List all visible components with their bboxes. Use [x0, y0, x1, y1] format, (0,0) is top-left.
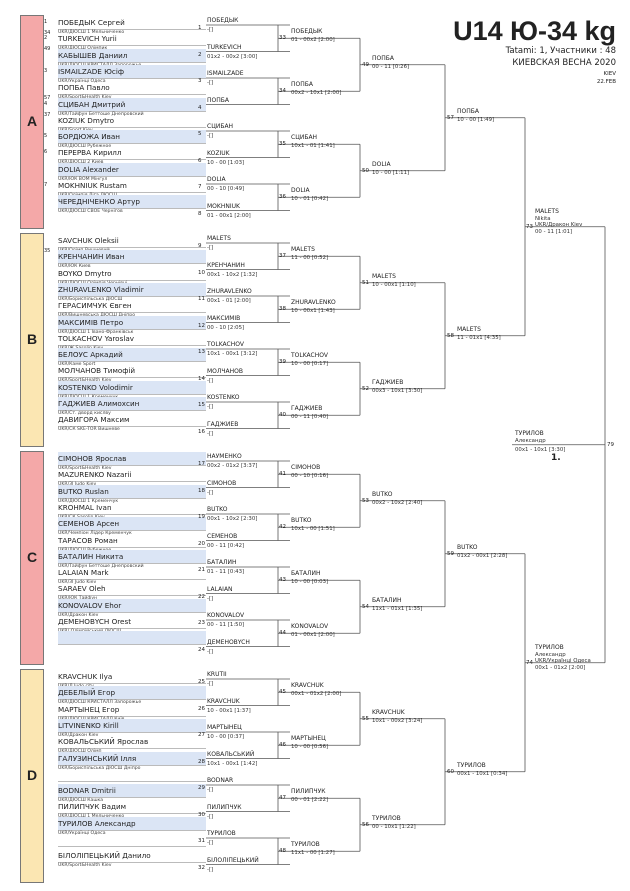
athlete-name: MOKHNIUK Rustam — [58, 179, 206, 193]
round2-winner: ПОБЕДЫК — [291, 28, 323, 36]
match-number: 42 — [279, 524, 286, 531]
round1-score: -[] — [207, 595, 214, 602]
match-number: 37 — [279, 253, 286, 260]
round1-score: 00х1 - 10х2 [1:32] — [207, 271, 258, 278]
athlete-name: BUTKO Ruslan — [58, 485, 206, 499]
round2-winner: KRAVCHUK — [291, 682, 324, 690]
athlete-name: KONOVALOV Ehor — [58, 599, 206, 613]
slot-number: 16 — [198, 428, 205, 435]
round1-name: ZHURAVLENKO — [207, 288, 252, 295]
slot-number: 21 — [198, 567, 205, 573]
slot-number: 10 — [198, 269, 205, 276]
athlete-position: 57 — [44, 95, 51, 102]
round1-name: BODNAR — [207, 777, 234, 784]
champion-first-name: Александр — [515, 437, 546, 444]
round1-score: -[] — [207, 377, 214, 384]
round3-winner: BUTKO — [372, 490, 393, 498]
slot-number: 12 — [198, 322, 205, 329]
round1-name: МАРТЫНЕЦ — [207, 724, 242, 731]
champion-place: 1. — [551, 452, 561, 463]
round4-score: 11 - 01х1 [4:35] — [457, 334, 501, 341]
round3-winner: ТУРИЛОВ — [372, 814, 401, 822]
round1-name: DOLIA — [207, 176, 226, 183]
round2-score: 10 - 00 [0:17] — [291, 361, 329, 368]
round2-winner: DOLIA — [291, 187, 310, 195]
slot-number: 31 — [198, 838, 205, 844]
round3-score: 00х2 - 10х2 [2:40] — [372, 499, 423, 506]
round1-score: 10 - 00 [1:03] — [207, 159, 245, 166]
round2-winner: ПИЛИПЧУК — [291, 788, 326, 796]
round1-score: -[] — [207, 245, 214, 251]
athlete-name: SAVCHUK Oleksii — [58, 234, 206, 248]
athlete-position: 49 — [44, 46, 51, 53]
pool-label: C — [26, 549, 38, 565]
match-number: 56 — [362, 821, 369, 828]
round2-winner: BUTKO — [291, 517, 312, 525]
round2-score: 10х1 - 01 [1:41] — [291, 143, 335, 150]
round1-score: 00 - 10 [0:49] — [207, 186, 245, 192]
round1-name: БАТАЛИН — [207, 559, 237, 566]
event-date: 22.FEB — [596, 79, 616, 85]
athlete-row[interactable] — [44, 413, 206, 435]
round1-name: МАКСИМІВ — [207, 314, 241, 322]
athlete-club: UKR/Бориспільська ДЮСШ — [58, 296, 123, 302]
athlete-name: БЕЛОУС Аркадий — [58, 348, 206, 362]
round2-score: 00 - 11 [0:40] — [291, 414, 329, 421]
match-number: 44 — [279, 630, 286, 637]
semi-winner: MALETS — [535, 207, 559, 215]
slot-number: 22 — [198, 593, 205, 600]
slot-number: 30 — [198, 811, 205, 818]
page-title: U14 Ю-34 kg — [453, 16, 616, 46]
round3-winner: БАТАЛИН — [372, 596, 402, 604]
round3-winner: DOLIA — [372, 160, 391, 168]
round1-name: КРЕНЧАНИН — [207, 261, 245, 269]
athlete-club: UKR/ДЮСШ 1 Кременчук — [58, 498, 119, 504]
round2-winner: KONOVALOV — [291, 623, 329, 631]
athlete-club: UKR/ДЮСШ СВОЕ Чернігов — [58, 209, 123, 215]
slot-number: 29 — [198, 785, 205, 791]
round4-score: 10 - 00 [1:49] — [457, 116, 495, 123]
athlete-club: UKR/Чемпіон Лідер Кременчук — [58, 531, 132, 537]
match-number: 33 — [279, 35, 286, 42]
semi-score: 00х1 - 01х2 [2:00] — [535, 664, 586, 671]
slot-number: 15 — [198, 402, 205, 408]
round1-score: 01 - 11 [0:43] — [207, 569, 245, 575]
round1-name: ГАДЖИЕВ — [207, 420, 239, 428]
round1-score: 10 - 00 [0:37] — [207, 734, 245, 740]
champion-name: ТУРИЛОВ — [515, 429, 544, 437]
athlete-seed: 7 — [44, 182, 48, 189]
athlete-name: BODNAR Dmitrii — [58, 784, 206, 798]
round1-name: ТУРИЛОВ — [207, 830, 236, 837]
round1-name: CIMOHOB — [207, 479, 237, 487]
event-name: КИЕВСКАЯ ВЕСНА 2020 — [512, 58, 616, 68]
athlete-club: UKR/ДЮСШ Рубежное — [58, 144, 112, 150]
athlete-name: КОВАЛЬСЬКИЙ Ярослав — [58, 735, 206, 749]
round1-name: СЕМЕНОВ — [207, 532, 238, 540]
round2-winner: MALETS — [291, 246, 315, 254]
semi-score: 00 - 11 [1:01] — [535, 228, 573, 235]
match-number: 55 — [362, 715, 369, 722]
match-number: 34 — [279, 88, 286, 95]
match-number: 39 — [279, 359, 286, 366]
round3-winner: ГАДЖИЕВ — [372, 378, 404, 386]
slot-number: 28 — [198, 758, 205, 765]
round1-score: 10х1 - 00х1 [3:12] — [207, 351, 258, 357]
athlete-name: KROHMAL Ivan — [58, 501, 206, 515]
round1-score: 10 - 00х1 [1:37] — [207, 707, 251, 714]
athlete-name: KOSTENKO Volodimir — [58, 381, 206, 395]
athlete-name: ГАДЖИЕВ Алимохсин — [58, 397, 206, 411]
round1-name: BUTKO — [207, 506, 228, 513]
round2-score: 01 - 00х1 [2:00] — [291, 632, 335, 639]
athlete-name: BOYKO Dmytro — [58, 267, 206, 281]
slot-number: 11 — [198, 296, 205, 302]
athlete-name: ZHURAVLENKO Vladimir — [58, 283, 206, 297]
match-number: 49 — [362, 61, 369, 68]
athlete-club: UKR/Українці Одеса — [58, 78, 106, 84]
round1-score: 00 - 11 [0:42] — [207, 542, 245, 549]
round1-score: 01 - 00х1 [2:00] — [207, 212, 251, 219]
athlete-seed: 3 — [44, 67, 48, 74]
round1-name: ДЕМЕНОВYCH — [207, 638, 250, 646]
round4-winner: ПОПБА — [457, 107, 479, 115]
round1-score: 10х1 - 00х1 [1:42] — [207, 760, 258, 767]
round1-score: 00х2 - 01х2 [3:37] — [207, 463, 258, 469]
slot-number: 18 — [198, 487, 205, 494]
round4-score: 00х1 - 10х1 [0:34] — [457, 770, 508, 777]
athlete-name: КРЕНЧАНИН Иван — [58, 250, 206, 264]
round2-score: 11х1 - 00 [1:27] — [291, 850, 335, 857]
athlete-club: UKR/ЮК ВОМ Miнгул — [58, 176, 108, 182]
round3-score: 00 - 10х1 [1:22] — [372, 823, 416, 830]
slot-number: 8 — [198, 210, 202, 217]
athlete-name: SARAEV Oleh — [58, 582, 206, 596]
slot-number: 27 — [198, 732, 205, 738]
athlete-name: ПИЛИПЧУК Вадим — [58, 800, 206, 814]
round2-score: 00 - 10 [0:16] — [291, 473, 329, 480]
final-score: 00х1 - 10х1 [3:30] — [515, 446, 566, 453]
round2-score: 00х2 - 10х1 [2:00] — [291, 90, 342, 97]
round1-score: -[] — [207, 840, 214, 846]
slot-number: 32 — [198, 864, 205, 871]
slot-number: 25 — [198, 679, 205, 685]
athlete-row[interactable] — [44, 195, 206, 217]
round4-winner: BUTKO — [457, 543, 478, 551]
round1-name: TURKEVICH — [207, 43, 242, 51]
athlete-name — [58, 631, 206, 645]
slot-number: 20 — [198, 540, 205, 547]
match-number: 35 — [279, 141, 286, 148]
athlete-name: ПЕРЕРВА Кирилл — [58, 146, 206, 160]
round1-score: 00х1 - 01 [2:00] — [207, 298, 251, 304]
athlete-name — [58, 768, 206, 782]
round1-score: -[] — [207, 681, 214, 687]
slot-number: 3 — [198, 78, 202, 84]
round1-name: ПОПБА — [207, 96, 229, 104]
round2-score: 10 - 00 [0:03] — [291, 579, 329, 586]
round2-winner: ПОПБА — [291, 81, 313, 89]
round1-name: MALETS — [207, 235, 231, 242]
athlete-name: MAPTЫHEЦ Егор — [58, 703, 206, 717]
athlete-seed: 6 — [44, 149, 48, 156]
athlete-club: UKR/Тайфун Беттоше Днепровский — [58, 111, 144, 117]
round1-name: ПОБЕДЫК — [207, 17, 239, 24]
slot-number: 6 — [198, 157, 202, 164]
semi-club: UKR/Українці Одеса — [535, 657, 591, 664]
slot-number: 14 — [198, 375, 205, 382]
athlete-club: UKR/Sport&Health Kiev — [58, 863, 112, 869]
round1-name: KOZIUK — [207, 149, 230, 157]
match-number: 41 — [279, 471, 286, 478]
athlete-name: LALAIAN Mark — [58, 566, 206, 580]
match-number: 53 — [362, 497, 369, 504]
pool-label: A — [26, 113, 38, 129]
athlete-club: UKR/ДЮСШ 1 Мельниченко — [58, 30, 125, 35]
round1-name: КОВАЛЬСЬКИЙ — [207, 750, 255, 758]
pool-a — [20, 15, 44, 229]
round2-score: 10 - 00 [0:56] — [291, 744, 329, 751]
slot-number: 9 — [198, 243, 202, 249]
athlete-club: UKR/ДЮСШ КРИСТАЛЛ Запорожье — [58, 700, 142, 706]
athlete-name: ДЕБЕЛЬІЙ Егор — [58, 686, 206, 700]
round1-name: TOLKACHOV — [207, 341, 244, 348]
athlete-seed: 2 — [44, 35, 48, 42]
match-number: 47 — [279, 795, 286, 802]
athlete-club: UKR/Каме Sport — [58, 362, 96, 368]
event-city: KIEV — [603, 71, 616, 77]
match-number: 52 — [362, 385, 369, 392]
round2-score: 10 - 00х1 [1:43] — [291, 308, 335, 315]
match-number: 60 — [447, 768, 454, 775]
athlete-club: UKR/ЮК Киев — [58, 264, 91, 270]
slot-number: 24 — [198, 646, 205, 653]
round1-score: 00 - 10 [2:05] — [207, 324, 245, 331]
round3-winner: MALETS — [372, 272, 396, 280]
round2-winner: TOLKACHOV — [291, 352, 328, 360]
athlete-seed: 4 — [44, 100, 48, 107]
round1-score: -[] — [207, 27, 214, 33]
match-number: 38 — [279, 306, 286, 313]
round2-winner: CIMOHOB — [291, 464, 321, 472]
slot-number: 23 — [198, 620, 205, 626]
round1-score: -[] — [207, 813, 214, 820]
match-number: 59 — [447, 550, 454, 557]
athlete-position: 35 — [44, 248, 51, 254]
round2-winner: БАТАЛИН — [291, 570, 321, 578]
athlete-club: UKR/Тайфун Беттоше Днепровский — [58, 563, 144, 569]
athlete-club: UKR/ДЮСШ 1 Івано-Франківськ — [58, 329, 134, 335]
round2-winner: МАРТЫНЕЦ — [291, 735, 326, 743]
slot-number: 17 — [198, 461, 205, 467]
athlete-name: DOLIA Alexander — [58, 163, 206, 177]
match-number: 46 — [279, 742, 286, 749]
athlete-name: БАТАЛИН Никита — [58, 550, 206, 564]
round4-winner: MALETS — [457, 325, 481, 333]
round3-winner: KRAVCHUK — [372, 708, 405, 716]
slot-number: 19 — [198, 514, 205, 520]
athlete-club: UKR/Дракон Kiev — [58, 612, 99, 618]
pool-b — [20, 233, 44, 447]
round2-score: 11 - 00 [0:52] — [291, 255, 329, 262]
athlete-club: UKR/ДЮСШ Кашка — [58, 798, 104, 804]
athlete-name: СЕМЕНОВ Арсен — [58, 517, 206, 531]
match-number: 50 — [362, 167, 369, 174]
semi-club: UKR/Дракон Kiev — [535, 221, 583, 228]
athlete-club: UKR/Sport&Health Kiev — [58, 466, 112, 471]
round2-score: 10 - 01 [0:42] — [291, 196, 329, 203]
round3-score: 10 - 00х1 [1:10] — [372, 281, 416, 288]
athlete-name: ДАВИГОРА Максим — [58, 413, 206, 427]
round1-score: -[] — [207, 80, 214, 86]
match-number: 54 — [362, 603, 369, 610]
slot-number: 2 — [198, 51, 202, 58]
pool-label: B — [26, 331, 38, 347]
round1-name: KOSTENKO — [207, 394, 240, 401]
match-number: 58 — [447, 332, 454, 339]
round1-name: KRAVCHUK — [207, 697, 240, 705]
athlete-name: ГАЛУЗИНСЬКИЙ Ілля — [58, 752, 206, 766]
round1-score: 00 - 11 [1:50] — [207, 622, 245, 628]
round1-name: СЦИБАН — [207, 123, 234, 130]
athlete-name: МАКСИМІВ Петро — [58, 316, 206, 330]
slot-number: 5 — [198, 131, 202, 137]
round2-winner: ТУРИЛОВ — [291, 841, 320, 849]
athlete-name: БОРДЮЖА Иван — [58, 130, 206, 144]
round1-name: БІЛОЛІПЕЦЬКИЙ — [207, 856, 259, 864]
match-number: 36 — [279, 194, 286, 201]
round3-score: 00х3 - 10х1 [3:30] — [372, 387, 423, 394]
match-number: 48 — [279, 848, 286, 855]
athlete-row[interactable] — [44, 849, 206, 871]
round1-score: -[] — [207, 133, 214, 139]
athlete-club: UKR/Ст. дворд кислву — [58, 411, 111, 417]
pool-c — [20, 451, 44, 665]
athlete-name: TOLKACHOV Yaroslav — [58, 332, 206, 346]
round1-score: -[] — [207, 787, 214, 793]
round3-score: 10х1 - 00х2 [3:24] — [372, 717, 423, 724]
round2-score: 10х1 - 00 [1:51] — [291, 526, 335, 533]
round4-score: 01х2 - 00х1 [2:28] — [457, 552, 508, 559]
match-number: 79 — [607, 441, 614, 448]
round1-name: НАУМЕНКО — [207, 453, 242, 460]
round1-score: -[] — [207, 430, 214, 437]
athlete-name: ДЕМЕНОВYCH Orest — [58, 615, 206, 629]
round3-score: 11х1 - 01х1 [1:35] — [372, 605, 423, 612]
athlete-name: TURKEVICH Yurii — [58, 32, 206, 46]
slot-number: 4 — [198, 104, 202, 111]
athlete-name: MAZURENKO Nazarii — [58, 468, 206, 482]
semi-winner-first: Александр — [535, 651, 566, 658]
slot-number: 1 — [198, 25, 202, 31]
athlete-name: CIMOHOB Ярослав — [58, 452, 206, 466]
athlete-club: UKR/Українці Одеса — [58, 830, 106, 836]
athlete-name — [58, 833, 206, 847]
round1-name: ISMAILZADE — [207, 70, 244, 77]
athlete-club: UKR/СК SKE-TOR Вишневе — [58, 427, 120, 433]
semi-winner-first: Nikita — [535, 215, 551, 222]
round3-score: 10 - 00 [1:11] — [372, 169, 410, 176]
round1-name: KONOVALOV — [207, 612, 245, 619]
round2-winner: ГАДЖИЕВ — [291, 405, 323, 413]
round3-score: 00 - 11 [0:26] — [372, 63, 410, 70]
round1-name: ПИЛИПЧУК — [207, 803, 242, 811]
match-number: 45 — [279, 689, 286, 696]
athlete-name: СЦИБАН Дмитрий — [58, 98, 206, 112]
round1-score: -[] — [207, 404, 214, 410]
round1-name: MOKHNIUK — [207, 202, 240, 210]
round1-name: LALAIAN — [207, 585, 233, 593]
round1-score: 01х2 - 00х2 [3:00] — [207, 53, 258, 60]
match-number: 57 — [447, 114, 454, 121]
athlete-name: МОЛЧАНОВ Тимофій — [58, 364, 206, 378]
pool-d — [20, 669, 44, 883]
athlete-name: ПОБЕДЫК Сергей — [58, 16, 206, 30]
semi-winner: ТУРИЛОВ — [535, 643, 564, 651]
athlete-row[interactable] — [44, 631, 206, 653]
round4-winner: ТУРИЛОВ — [457, 761, 486, 769]
athlete-name: ЧЕРЕДНІЧЕНКО Артур — [58, 195, 206, 209]
athlete-name: ТАРАСОВ Роман — [58, 534, 206, 548]
slot-number: 26 — [198, 705, 205, 712]
round3-winner: ПОПБА — [372, 54, 394, 62]
athlete-name: KOZIUK Dmytro — [58, 114, 206, 128]
athlete-name: ТУРИЛОВ Александр — [58, 817, 206, 831]
match-number: 43 — [279, 577, 286, 584]
round2-score: 01 - 00х2 [2:00] — [291, 37, 335, 44]
slot-number: 13 — [198, 349, 205, 355]
round1-score: -[] — [207, 866, 214, 873]
round1-score: 00х1 - 10х2 [2:30] — [207, 516, 258, 522]
athlete-name: ПОПБА Павло — [58, 81, 206, 95]
athlete-club: UKR/Дракон Kiev — [58, 732, 99, 738]
round2-score: 00х1 - 01х2 [2:00] — [291, 691, 342, 698]
athlete-club: UKR/Бориспільська ДЮСШ Дніпро — [58, 765, 141, 771]
round1-score: -[] — [207, 648, 214, 655]
athlete-seed: 5 — [44, 133, 48, 140]
tatami-info: Tatami: 1, Участники : 48 — [505, 46, 616, 56]
round2-winner: СЦИБАН — [291, 134, 318, 142]
round1-name: МОЛЧАНОВ — [207, 367, 243, 375]
round1-name: KRUTII — [207, 671, 227, 678]
slot-number: 7 — [198, 184, 202, 190]
athlete-name: КАБЫШЕВ Даниил — [58, 49, 206, 63]
round2-winner: ZHURAVLENKO — [291, 299, 336, 307]
athlete-club: UKR/ЗІ Judo Kiev — [58, 580, 97, 586]
athlete-name: LITVINENKO Kirill — [58, 719, 206, 733]
athlete-name: ГЕРАСИМЧУК Євген — [58, 299, 206, 313]
pool-label: D — [26, 767, 38, 783]
round2-score: 00 - 01 [2:22] — [291, 797, 329, 804]
athlete-seed: 1 — [44, 19, 48, 25]
athlete-position: 34 — [44, 30, 51, 36]
athlete-position: 37 — [44, 111, 51, 118]
match-number: 40 — [279, 412, 286, 419]
match-number: 73 — [526, 223, 533, 230]
round1-score: -[] — [207, 489, 214, 496]
athlete-name: ISMAILZADE Юсіф — [58, 65, 206, 79]
match-number: 74 — [526, 659, 533, 666]
match-number: 51 — [362, 279, 369, 286]
athlete-name: БІЛОЛІПЕЦЬКИЙ Данило — [58, 849, 206, 863]
athlete-name: KRAVCHUK Ilya — [58, 670, 206, 684]
